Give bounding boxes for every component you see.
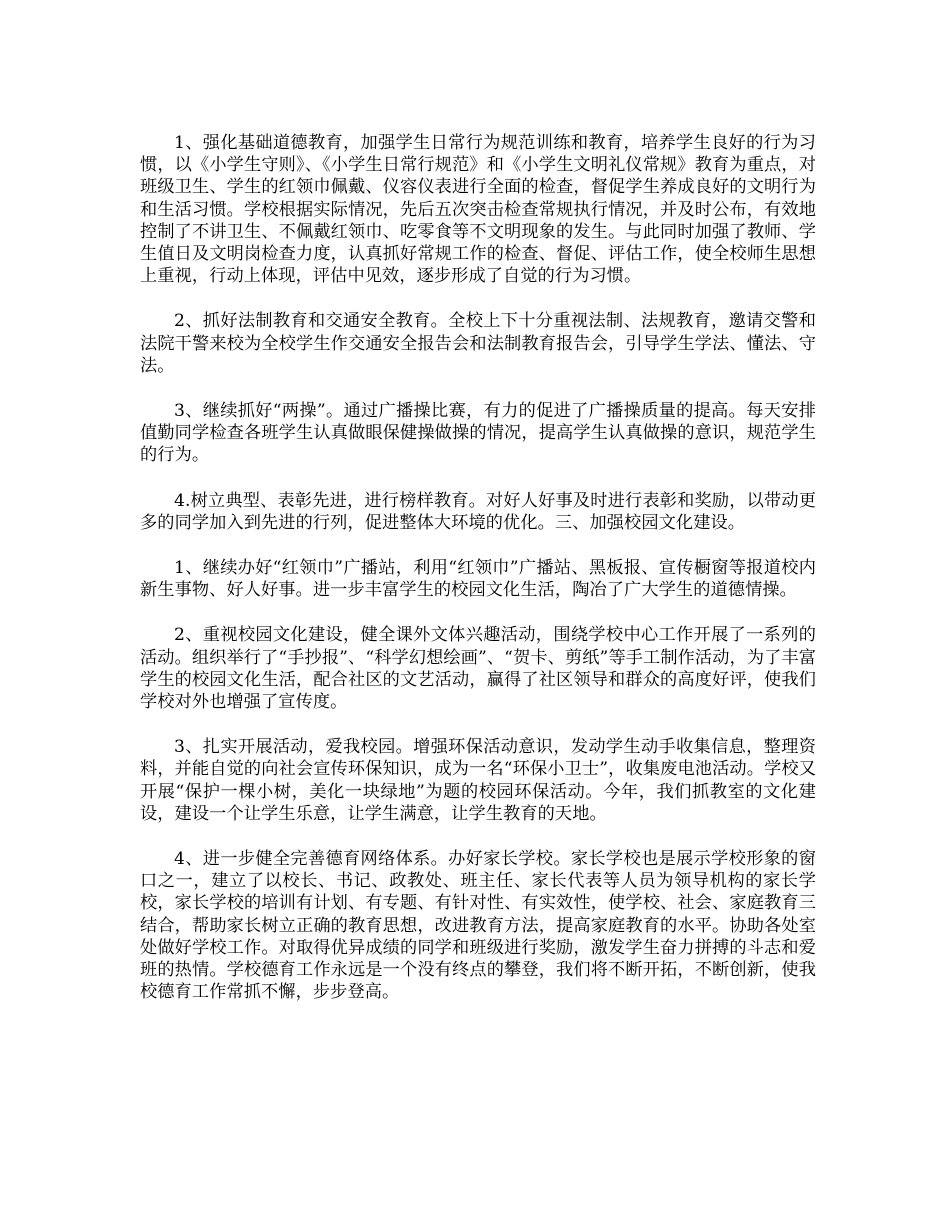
paragraph-6: 2、重视校园文化建设，健全课外文体兴趣活动，围绕学校中心工作开展了一系列的活动。组织举行了“手抄报”、“科学幻想绘画”、“贺卡、剪纸”等手工制作活动，为了丰富学生的校园文化生活，配合社区的文艺活动，赢得了社区领导和群众的高度好评，使我们学校对外也增强了宣传度。 xyxy=(140,625,816,713)
paragraph-4: 4.树立典型、表彰先进，进行榜样教育。对好人好事及时进行表彰和奖励，以带动更多的同学加入到先进的行列，促进整体大环境的优化。三、加强校园文化建设。 xyxy=(140,490,816,533)
paragraph-7: 3、扎实开展活动，爱我校园。增强环保活动意识，发动学生动手收集信息，整理资料，并能自觉的向社会宣传环保知识，成为一名“环保小卫士”，收集废电池活动。学校又开展“保护一棵小树，美化一块绿地”为题的校园环保活动。今年，我们抓教室的文化建设，建设一个让学生乐意，让学生满意，让学生教育的天地。 xyxy=(140,737,816,824)
paragraph-2: 2、抓好法制教育和交通安全教育。全校上下十分重视法制、法规教育，邀请交警和法院干警来校为全校学生作交通安全报告会和法制教育报告会，引导学生学法、懂法、守法。 xyxy=(140,311,816,376)
paragraph-1: 1、强化基础道德教育，加强学生日常行为规范训练和教育，培养学生良好的行为习惯，以《小学生守则》、《小学生日常行规范》和《小学生文明礼仪常规》教育为重点，对班级卫生、学生的红领巾佩戴、仪容仪表进行全面的检查，督促学生养成良好的文明行为和生活习惯。学校根据实际情况，先后五次突击检查常规执行情况，并及时公布，有效地控制了不讲卫生、不佩戴红领巾、吃零食等不文明现象的发生。与此同时加强了教师、学生值日及文明岗检查力度，认真抓好常规工作的检查、督促、评估工作，使全校师生思想上重视，行动上体现，评估中见效，逐步形成了自觉的行为习惯。 xyxy=(140,133,816,287)
paragraph-5: 1、继续办好“红领巾”广播站，利用“红领巾”广播站、黑板报、宣传橱窗等报道校内新生事物、好人好事。进一步丰富学生的校园文化生活，陶冶了广大学生的道德情操。 xyxy=(140,558,816,601)
paragraph-3: 3、继续抓好“两操”。通过广播操比赛，有力的促进了广播操质量的提高。每天安排值勤同学检查各班学生认真做眼保健操做操的情况，提高学生认真做操的意识，规范学生的行为。 xyxy=(140,401,816,466)
document-body xyxy=(140,132,816,1027)
paragraph-8: 4、进一步健全完善德育网络体系。办好家长学校。家长学校也是展示学校形象的窗口之一，建立了以校长、书记、政教处、班主任、家长代表等人员为领导机构的家长学校，家长学校的培训有计划、有专题、有针对性、有实效性，使学校、社会、家庭教育三结合，帮助家长树立正确的教育思想，改进教育方法，提高家庭教育的水平。协助各处室处做好学校工作。对取得优异成绩的同学和班级进行奖励，激发学生奋力拼搏的斗志和爱班的热情。学校德育工作永远是一个没有终点的攀登，我们将不断开拓，不断创新，使我校德育工作常抓不懈，步步登高。 xyxy=(140,849,816,1003)
